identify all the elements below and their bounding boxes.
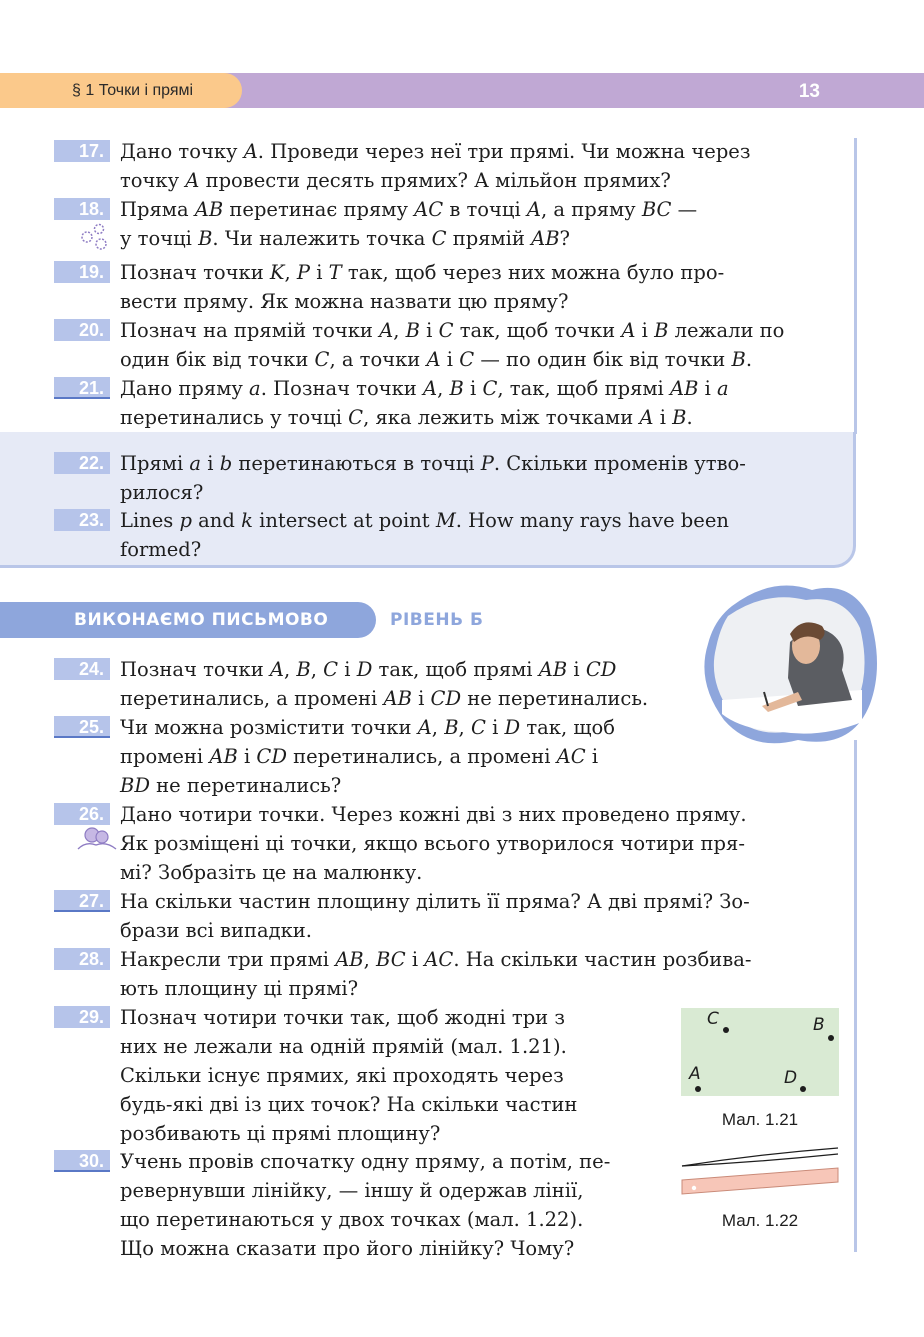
text-line: Чи можна розмістити точки A, B, C і D так, щоб: [120, 716, 615, 739]
problem-text: [120, 449, 840, 507]
text-line: Скільки існує прямих, які проходять через: [120, 1064, 564, 1087]
text-line: них не лежали на одній прямій (мал. 1.21).: [120, 1035, 567, 1058]
point-label: A: [689, 1064, 701, 1084]
text-line: ють площину ці прямі?: [120, 977, 359, 1000]
problem-number: 25.: [54, 716, 110, 738]
problem-number: 24.: [54, 658, 110, 680]
text-line: Познач чотири точки так, щоб жодні три з: [120, 1006, 566, 1029]
problem-text: [120, 506, 840, 564]
text-line: рилося?: [120, 481, 204, 504]
figure-caption: Мал. 1.21: [721, 1110, 799, 1129]
text-line: будь-які дві із цих точок? На скільки частин: [120, 1093, 578, 1116]
figure-1-22: [680, 1146, 842, 1198]
text-line: Lines p and k intersect at point M. How many rays have been: [120, 509, 729, 532]
text-line: перетинались у точці C, яка лежить між точками A і B.: [120, 406, 693, 429]
figure-1-21: [681, 1008, 839, 1096]
level-label: РІВЕНЬ Б: [390, 610, 484, 630]
problem-text: [120, 258, 840, 316]
text-line: перетинались, а промені AB і CD не перетинались.: [120, 687, 649, 710]
text-line: Познач на прямій точки A, B і C так, щоб точки A і B лежали по: [120, 319, 785, 342]
problem-number: 22.: [54, 452, 110, 474]
text-line: На скільки частин площину ділить її пряма? А дві прямі? Зо-: [120, 890, 750, 913]
text-line: Що можна сказати про його лінійку? Чому?: [120, 1237, 575, 1260]
section-heading: ВИКОНАЄМО ПИСЬМОВО: [0, 602, 376, 638]
point: [723, 1027, 729, 1033]
problem-text: [120, 195, 840, 253]
text-line: Накресли три прямі AB, BC і AC. На скільки частин розбива-: [120, 948, 752, 971]
page-number: 13: [798, 81, 820, 102]
problem-number: 17.: [54, 140, 110, 162]
text-line: ревернувши лінійку, — іншу й одержав лінії,: [120, 1179, 584, 1202]
text-line: мі? Зобразіть це на малюнку.: [120, 861, 423, 884]
text-line: Учень провів спочатку одну пряму, а потім, пе-: [120, 1150, 611, 1173]
point-label: D: [784, 1068, 798, 1088]
problem-number: 21.: [54, 377, 110, 399]
problem-number: 19.: [54, 261, 110, 283]
problem-text: [120, 1147, 653, 1263]
text-line: Познач точки K, P і T так, щоб через них можна було про-: [120, 261, 725, 284]
problem-text: [120, 655, 680, 713]
text-line: у точці B. Чи належить точка C прямій AB?: [120, 227, 571, 250]
problem-number: 18.: [54, 198, 110, 220]
margin-line: [854, 138, 857, 434]
text-line: вести пряму. Як можна назвати цю пряму?: [120, 290, 569, 313]
point: [828, 1035, 834, 1041]
problem-number: 28.: [54, 948, 110, 970]
people-discussion-icon: [76, 825, 118, 851]
problem-number: 20.: [54, 319, 110, 341]
section-title: § 1 Точки і прямі: [0, 73, 242, 108]
point-label: B: [813, 1015, 825, 1035]
problem-number: 29.: [54, 1006, 110, 1028]
problem-number: 27.: [54, 890, 110, 912]
text-line: Дано точку A. Проведи через неї три прямі. Чи можна через: [120, 140, 751, 163]
text-line: промені AB і CD перетинались, а промені AC і: [120, 745, 599, 768]
problem-text: [120, 1003, 653, 1148]
problem-text: [120, 945, 840, 1003]
text-line: Познач точки A, B, C і D так, щоб прямі AB і CD: [120, 658, 617, 681]
text-line: Прямі a і b перетинаються в точці P. Скільки променів утво-: [120, 452, 746, 475]
text-line: Дано пряму a. Познач точки A, B і C, так, щоб прямі AB і a: [120, 377, 729, 400]
figure-caption: Мал. 1.22: [721, 1211, 799, 1230]
text-line: formed?: [120, 538, 202, 561]
point: [800, 1086, 806, 1092]
problem-text: [120, 316, 840, 374]
problem-text: [120, 713, 680, 800]
text-line: розбивають ці прямі площину?: [120, 1122, 441, 1145]
text-line: Пряма AB перетинає пряму AC в точці A, а пряму BC —: [120, 198, 698, 221]
text-line: Як розміщені ці точки, якщо всього утворилося чотири пря-: [120, 832, 745, 855]
text-line: один бік від точки C, а точки A і C — по один бік від точки B.: [120, 348, 753, 371]
text-line: BD не перетинались?: [120, 774, 342, 797]
problem-text: [120, 800, 840, 887]
point: [695, 1086, 701, 1092]
student-photo: [702, 582, 880, 750]
text-line: що перетинаються у двох точках (мал. 1.22).: [120, 1208, 584, 1231]
problem-number: 30.: [54, 1150, 110, 1172]
text-line: брази всі випадки.: [120, 919, 313, 942]
problem-number: 23.: [54, 509, 110, 531]
problem-text: [120, 137, 840, 195]
dotted-circles-icon: [78, 222, 112, 252]
point-label: C: [707, 1009, 719, 1029]
problem-number: 26.: [54, 803, 110, 825]
margin-line: [854, 740, 857, 1252]
text-line: Дано чотири точки. Через кожні дві з них проведено пряму.: [120, 803, 747, 826]
problem-text: [120, 887, 840, 945]
text-line: точку A провести десять прямих? А мільйон прямих?: [120, 169, 671, 192]
problem-text: [120, 374, 840, 432]
